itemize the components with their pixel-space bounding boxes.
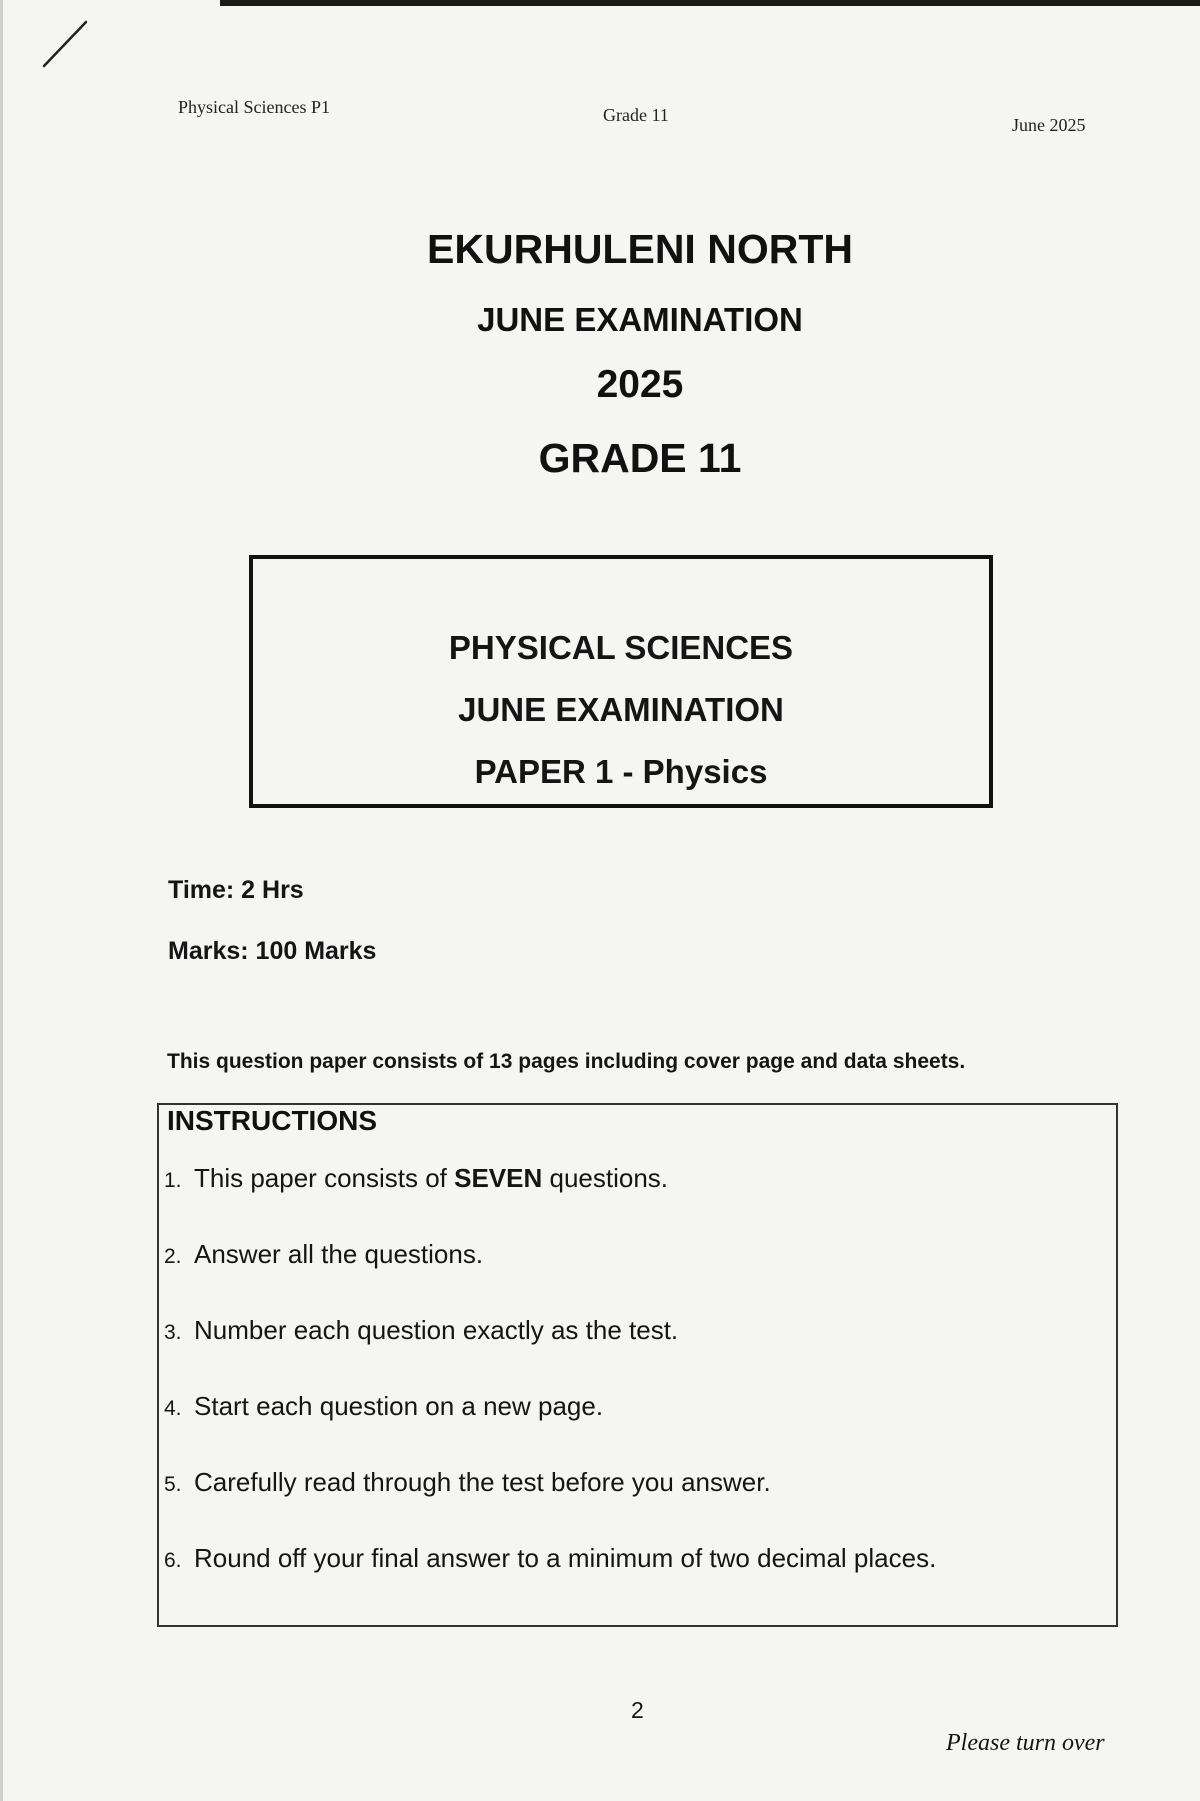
scan-top-edge xyxy=(220,0,1200,6)
exam-title: JUNE EXAMINATION xyxy=(477,301,803,338)
instructions-heading: INSTRUCTIONS xyxy=(167,1105,377,1136)
instruction-item: 4. Start each question on a new page. xyxy=(164,1391,604,1421)
page-number: 2 xyxy=(631,1697,644,1723)
total-marks: Marks: 100 Marks xyxy=(168,937,377,965)
instructions-list xyxy=(164,1163,936,1619)
pen-stroke-mark xyxy=(40,18,92,70)
instruction-item: 3. Number each question exactly as the test. xyxy=(164,1315,679,1345)
header-grade: Grade 11 xyxy=(603,105,669,125)
instruction-item: 5. Carefully read through the test before you answer. xyxy=(164,1467,771,1497)
turn-over-note: Please turn over xyxy=(946,1730,1105,1756)
subject-name: PHYSICAL SCIENCES xyxy=(448,629,794,666)
header-date: June 2025 xyxy=(1012,115,1086,135)
subject-exam: JUNE EXAMINATION xyxy=(458,691,784,728)
subject-box xyxy=(249,555,993,808)
year-title: 2025 xyxy=(596,363,684,406)
district-title: EKURHULENI NORTH xyxy=(427,226,853,272)
instruction-item: 2. Answer all the questions. xyxy=(164,1239,484,1269)
paper-name: PAPER 1 - Physics xyxy=(474,753,768,790)
instructions-box xyxy=(157,1103,1118,1627)
instruction-item: 1. This paper consists of SEVEN questions. xyxy=(164,1163,669,1193)
grade-title: GRADE 11 xyxy=(538,435,742,481)
page-count-note: This question paper consists of 13 pages including cover page and data sheets. xyxy=(167,1050,966,1073)
header-subject: Physical Sciences P1 xyxy=(178,97,330,117)
instruction-item: 6. Round off your final answer to a minimum of two decimal places. xyxy=(164,1543,937,1573)
time-allowed: Time: 2 Hrs xyxy=(168,876,304,904)
